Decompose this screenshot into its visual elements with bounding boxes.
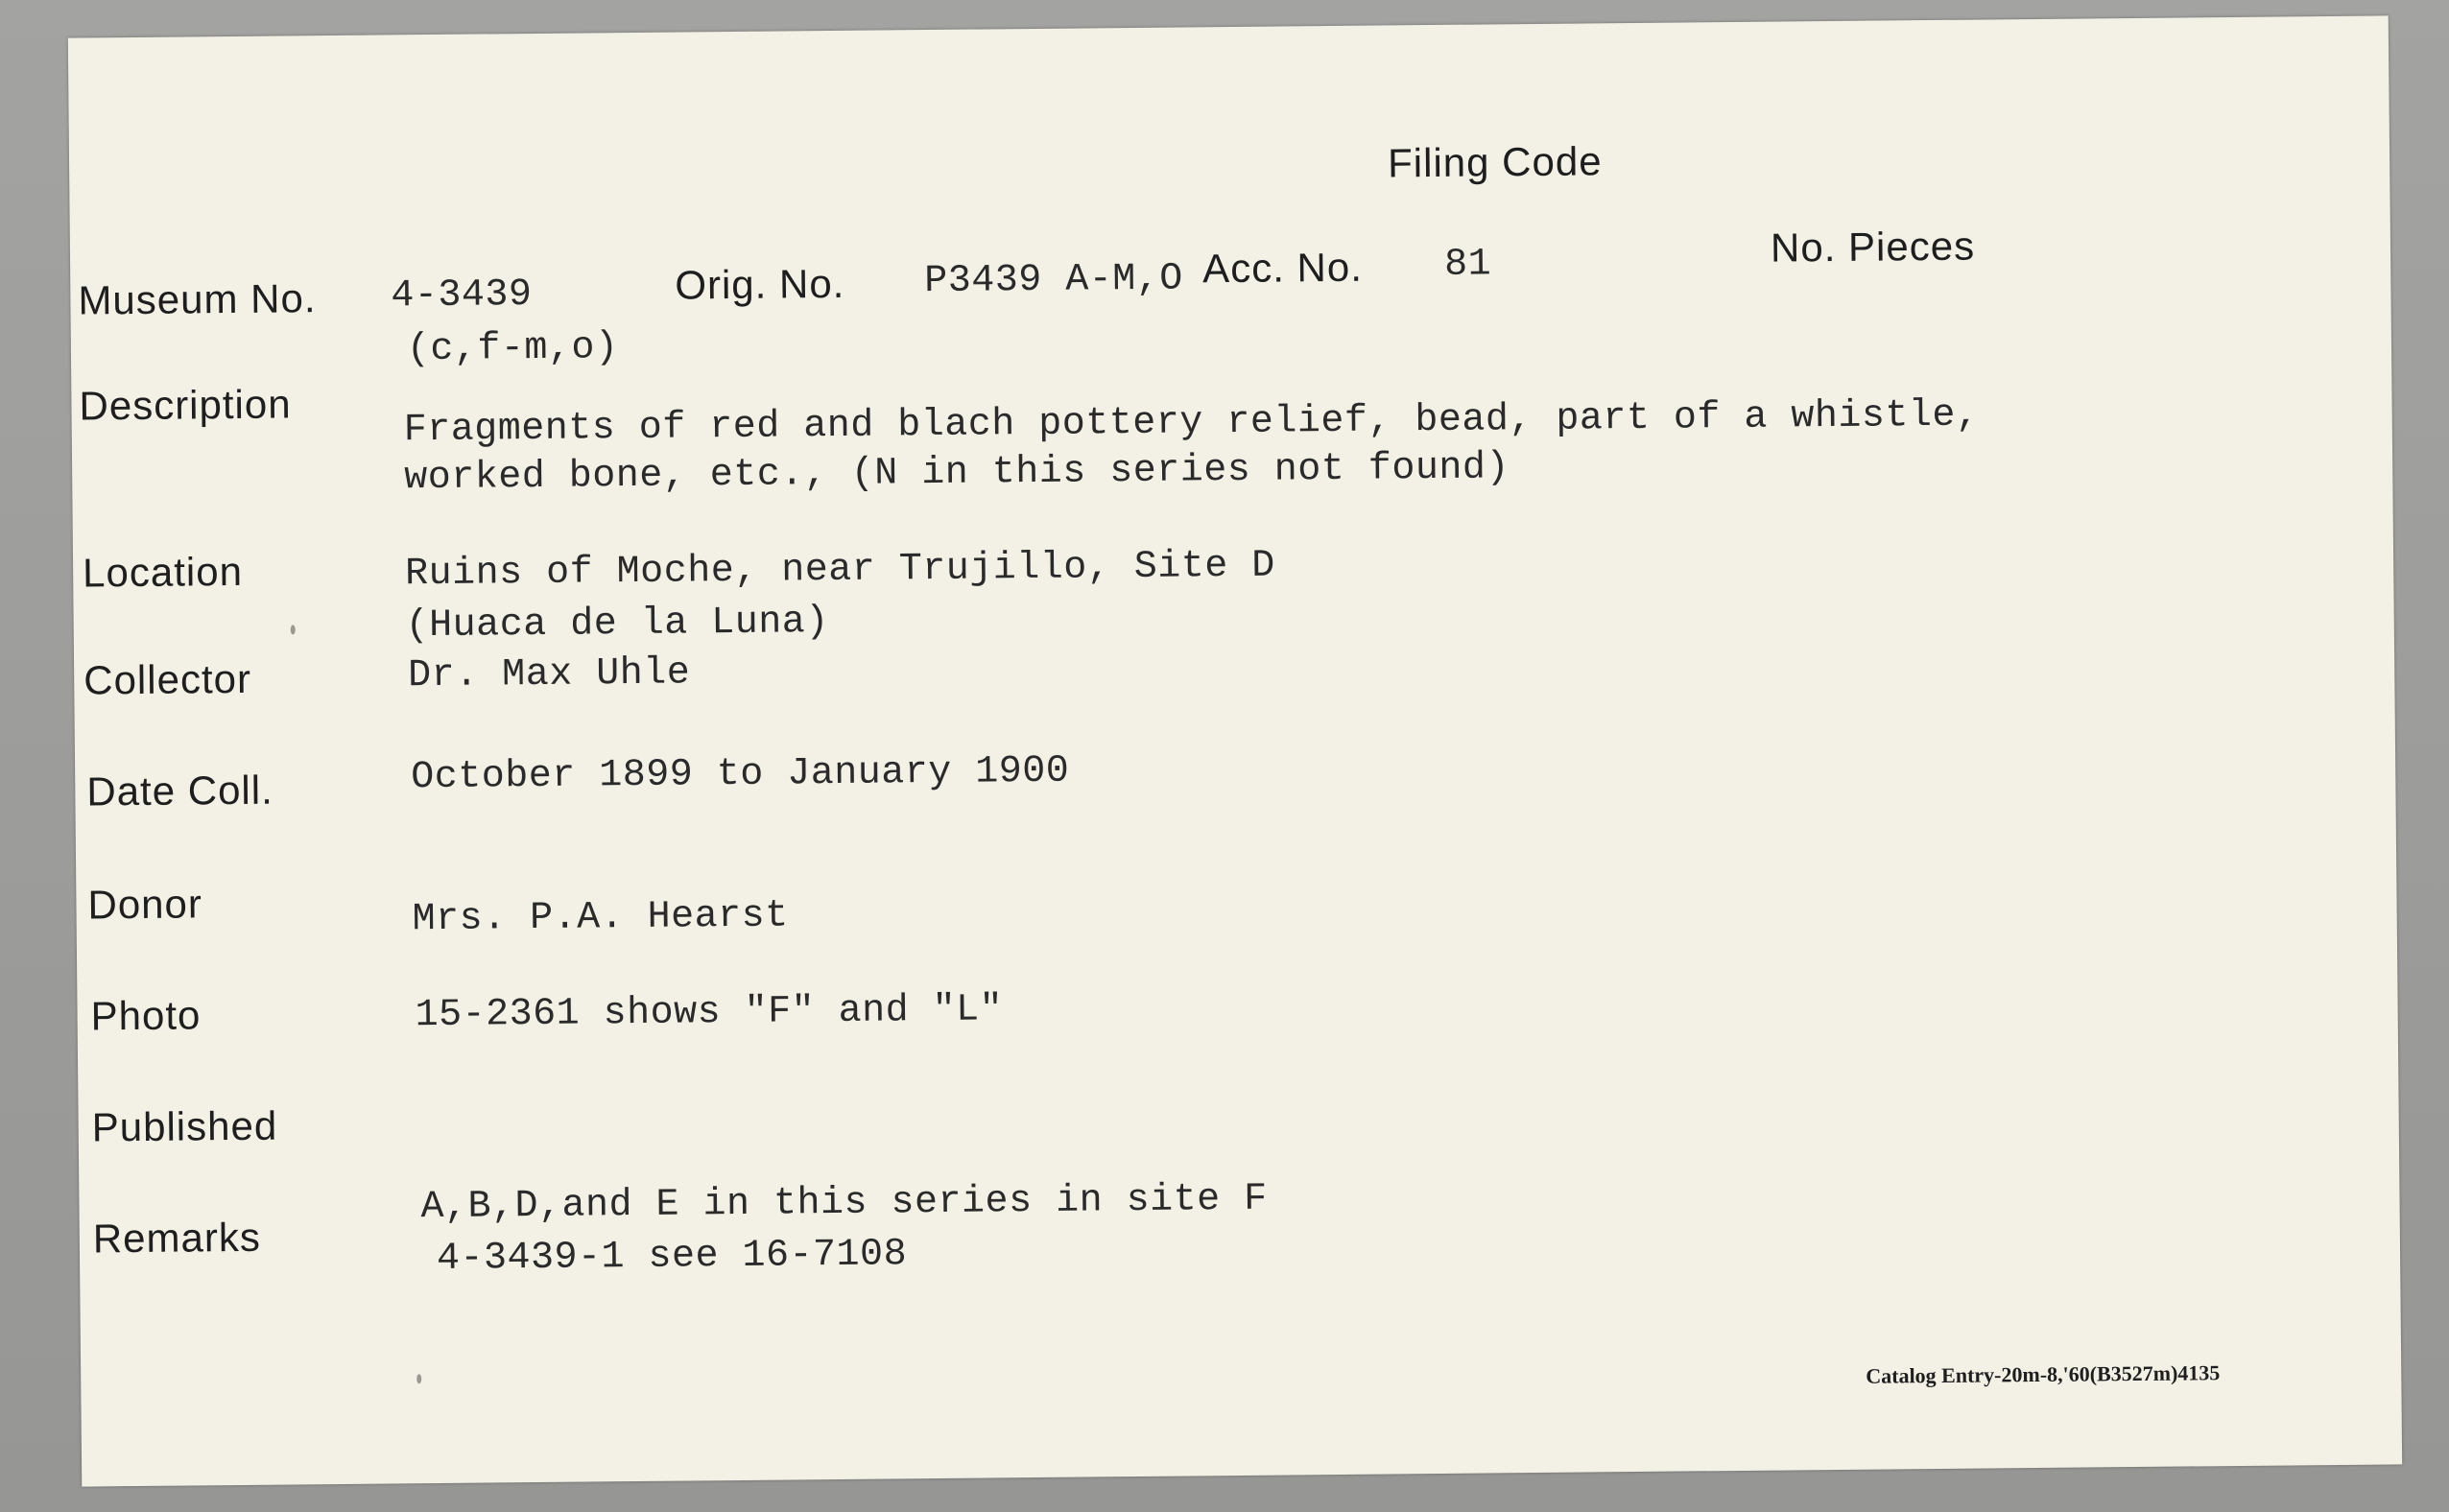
remarks-label: Remarks <box>92 1214 262 1262</box>
collector-label: Collector <box>83 655 252 703</box>
photo-label: Photo <box>90 992 202 1039</box>
description-line-2: worked bone, etc., (N in this series not found) <box>404 446 1510 501</box>
no-pieces-label: No. Pieces <box>1770 223 1976 271</box>
paper-speck <box>416 1374 421 1383</box>
orig-no-label: Orig. No. <box>675 260 845 308</box>
acc-no-label: Acc. No. <box>1201 244 1364 292</box>
catalog-entry-footer: Catalog Entry-20m-8,'60(B3527m)4135 <box>1866 1360 2221 1388</box>
location-label: Location <box>82 548 244 596</box>
acc-no-value: 81 <box>1443 243 1492 287</box>
location-line-2: (Huaca de la Luna) <box>405 601 829 649</box>
museum-no-subparts: (c,f-m,o) <box>406 326 619 372</box>
description-label: Description <box>79 381 292 429</box>
date-coll-value: October 1899 to January 1900 <box>411 749 1070 800</box>
filing-code-label: Filing Code <box>1387 138 1603 186</box>
paper-speck <box>291 625 296 634</box>
remarks-line-2: 4-3439-1 see 16-7108 <box>436 1233 908 1282</box>
catalog-card <box>68 15 2402 1486</box>
date-coll-label: Date Coll. <box>86 767 273 815</box>
orig-no-value: P3439 A-M,O <box>924 257 1184 304</box>
donor-value: Mrs. P.A. Hearst <box>412 894 789 942</box>
photo-value: 15-2361 shows "F" and "L" <box>415 988 1004 1038</box>
museum-no-value: 4-3439 <box>391 273 533 319</box>
collector-value: Dr. Max Uhle <box>407 651 691 698</box>
location-line-1: Ruins of Moche, near Trujillo, Site D <box>404 544 1276 597</box>
museum-no-label: Museum No. <box>78 275 317 323</box>
description-line-1: Fragments of red and blach pottery relief, bead, part of a whistle, <box>403 393 1980 453</box>
published-label: Published <box>91 1102 278 1150</box>
remarks-line-1: A,B,D,and E in this series in site F <box>420 1177 1268 1230</box>
donor-label: Donor <box>87 881 203 928</box>
